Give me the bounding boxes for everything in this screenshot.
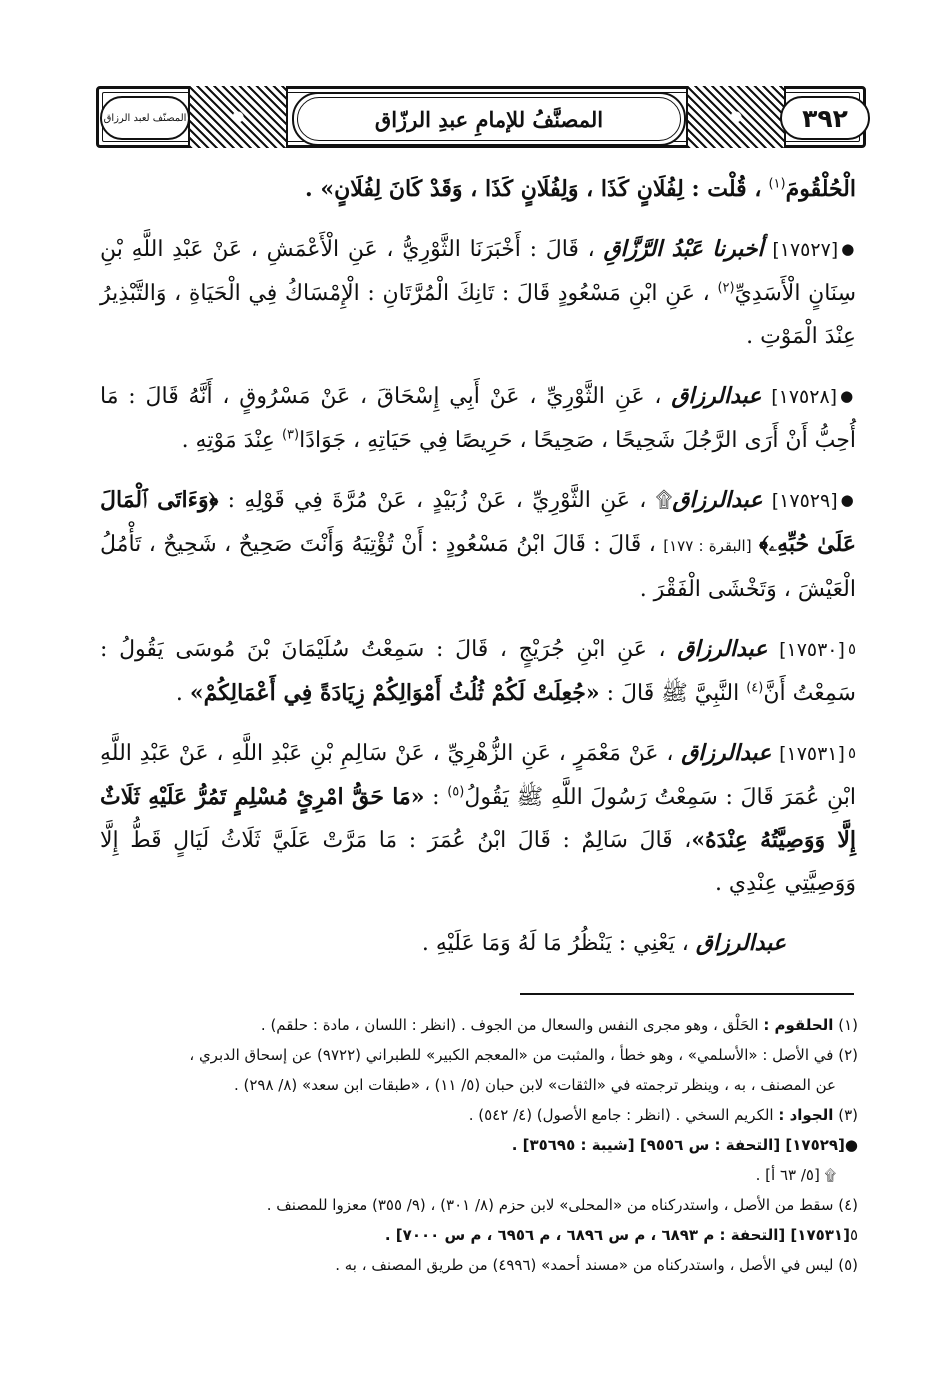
footnote-separator bbox=[520, 993, 854, 995]
intro-line: الْحُلْقُومَ$^{(١)}$ ، قُلْت : لِفُلَانٍ كَذَا ، وَلِفُلَانٍ كَذَا ، وَقَدْ كَانَ لِفُلَانٍ» . bbox=[305, 176, 856, 202]
hadith-number: [١٧٥٣٠] bbox=[779, 639, 845, 661]
footnote-5: (٥) ليس في الأصل ، واستدركناه من «مسند أحمد» (٤٩٩٦) من طريق المصنف ، به . bbox=[335, 1256, 858, 1274]
page-number-plate bbox=[780, 96, 870, 140]
isnad-opener: عبدالرزاق bbox=[681, 740, 772, 766]
hadith-17527: ●[١٧٥٢٧] أخبرنا عَبْدُ الرَّزَّاقِ ، قَالَ : أَخْبَرَنَا الثَّوْرِيُّ ، عَنِ الْأَعْمَشِ ، عَنْ عَبْدِ اللَّهِ بْنِ سِنَانٍ الْأَسَدِيِّ$^{(٢)}$ ، عَنِ ابْنِ مَسْعُودٍ قَالَ : تَانِكَ الْمُرَّتَانِ : الْإِمْسَاكُ فِي الْحَيَاةِ ، وَالتَّبْذِيرُ عِنْدَ الْمَوْتِ . bbox=[100, 236, 857, 349]
hadith-number: [١٧٥٣١] bbox=[779, 743, 845, 765]
header-ornament-left bbox=[188, 86, 288, 148]
closing-comment: عبدالرزاق ، يَعْنِي : يَنْظُرُ مَا لَهُ وَمَا عَلَيْهِ . bbox=[421, 930, 786, 956]
isnad-opener: عبدالرزاق bbox=[677, 636, 768, 662]
header-ornament-right bbox=[686, 86, 786, 148]
footnote-2-continued: عن المصنف ، به ، وينظر ترجمته في «الثقات» لابن حبان (٥/ ١١) ، «طبقات ابن سعد» (٨/ ٢٩٨) . bbox=[233, 1076, 836, 1094]
verse-reference: [البقرة : ١٧٧] bbox=[663, 537, 752, 555]
main-text bbox=[100, 168, 856, 982]
page-header bbox=[96, 86, 866, 148]
isnad-opener: عبدالرزاق bbox=[672, 487, 763, 513]
takhrij-17531: ٥[١٧٥٣١] [التحفة : م ٦٨٩٣ ، م س ٦٨٩٦ ، م ٦٩٥٦ ، م س ٧٠٠٠] . bbox=[384, 1226, 858, 1244]
footnote-1: (١) الحلقوم : الحَلْق ، وهو مجرى النفس والسعال من الجوف . (انظر : اللسان ، مادة : حلقم) . bbox=[260, 1016, 858, 1034]
hadith-marker: ● bbox=[841, 240, 857, 258]
hadith-17530: ٥[١٧٥٣٠] عبدالرزاق ، عَنِ ابْنِ جُرَيْجٍ ، قَالَ : سَمِعْتُ سُلَيْمَانَ بْنَ مُوسَى يَقُولُ : سَمِعْتُ أَنَّ$^{(٤)}$ النَّبِيَّ ﷺ قَالَ : «جُعِلَتْ لَكُمْ ثُلُثُ أَمْوَالِكُمْ زِيَادَةً فِي أَعْمَالِكُمْ» . bbox=[100, 636, 856, 706]
hadith-marker: ● bbox=[840, 491, 856, 509]
page-break-symbol: ۩ bbox=[655, 488, 673, 513]
hadith-quote: «مَا حَقُّ امْرِئٍ مُسْلِمٍ تَمُرُّ عَلَيْهِ ثَلَاثٌ إِلَّا وَوَصِيَّتُهُ عِنْدَهُ» bbox=[100, 784, 856, 853]
isnad-opener: عبدالرزاق bbox=[695, 930, 786, 956]
publisher-seal-text: المصنّف لعبد الرزاق bbox=[103, 112, 187, 124]
hadith-17531: ٥[١٧٥٣١] عبدالرزاق ، عَنْ مَعْمَرٍ ، عَنِ الزُّهْرِيِّ ، عَنْ سَالِمِ بْنِ عَبْدِ اللَّهِ ، عَنْ عَبْدِ اللَّهِ ابْنِ عُمَرَ قَالَ : سَمِعْتُ رَسُولَ اللَّهِ ﷺ يَقُولُ$^{(٥)}$ : «مَا حَقُّ امْرِئٍ مُسْلِمٍ تَمُرُّ عَلَيْهِ ثَلَاثٌ إِلَّا وَوَصِيَّتُهُ عِنْدَهُ»، قَالَ سَالِمٌ : قَالَ ابْنُ عُمَرَ : مَا مَرَّتْ عَلَيَّ ثَلَاثُ لَيَالٍ قَطُّ إِلَّا وَوَصِيَّتِي عِنْدِي . bbox=[100, 740, 857, 896]
footnote-ref-4: (٤) bbox=[746, 680, 764, 696]
isnad-opener: عبدالرزاق bbox=[671, 383, 762, 409]
hadith-quote: «جُعِلَتْ لَكُمْ ثُلُثُ أَمْوَالِكُمْ زِيَادَةً فِي أَعْمَالِكُمْ» bbox=[189, 680, 600, 706]
footnote-3: (٣) الجواد : الكريم السخي . (انظر : جامع الأصول) (٤/ ٥٤٢) . bbox=[468, 1106, 858, 1124]
hadith-number: [١٧٥٢٨] bbox=[771, 386, 838, 408]
hadith-17528: ●[١٧٥٢٨] عبدالرزاق ، عَنِ الثَّوْرِيِّ ، عَنْ أَبِي إِسْحَاقَ ، عَنْ مَسْرُوقٍ ، أَنَّهُ قَالَ : مَا أُحِبُّ أَنْ أَرَى الرَّجُلَ شَحِيحًا ، صَحِيحًا ، حَرِيصًا فِي حَيَاتِهِ ، جَوَادًا$^{(٣)}$ عِنْدَ مَوْتِهِ . bbox=[100, 383, 856, 453]
hadith-number: [١٧٥٢٩] bbox=[771, 490, 838, 512]
footnotes bbox=[118, 1010, 858, 1280]
isnad-opener: أخبرنا عَبْدُ الرَّزَّاقِ bbox=[603, 236, 764, 262]
book-title-box bbox=[292, 92, 686, 146]
footnote-ref-5: (٥) bbox=[447, 784, 465, 800]
takhrij-17529: ●[١٧٥٢٩] [التحفة : س ٩٥٥٦] [شيبة : ٣٥٦٩٥] . bbox=[511, 1136, 858, 1154]
manuscript-folio-note: ۩ [٥/ ٦٣ أ] . bbox=[755, 1166, 836, 1184]
page-number: ٣٩٢ bbox=[802, 103, 848, 133]
hadith-marker: ٥ bbox=[847, 744, 856, 762]
footnote-ref-1: (١) bbox=[768, 176, 786, 192]
hadith-marker: ٥ bbox=[847, 640, 856, 658]
footnote-4: (٤) سقط من الأصل ، واستدركناه من «المحلى» لابن حزم (٨/ ٣٠١) ، (٩/ ٣٥٥) معزوا للمصنف . bbox=[266, 1196, 858, 1214]
book-title: المصنَّفُ للإمامِ عبدِ الرزّاق bbox=[374, 106, 604, 132]
publisher-seal bbox=[100, 96, 190, 140]
footnote-ref-2: (٢) bbox=[717, 280, 735, 296]
quran-verse: ﴿وَءَاتَى ٱلْمَالَ عَلَىٰ حُبِّهِۦ﴾ bbox=[100, 487, 856, 557]
footnote-ref-3: (٣) bbox=[281, 427, 300, 443]
hadith-marker: ● bbox=[840, 387, 856, 405]
hadith-17529: ●[١٧٥٢٩] عبدالرزاق۩ ، عَنِ الثَّوْرِيِّ ، عَنْ زُبَيْدٍ ، عَنْ مُرَّةَ فِي قَوْلِهِ : ﴿وَءَاتَى ٱلْمَالَ عَلَىٰ حُبِّهِۦ﴾ [البقرة : ١٧٧] ، قَالَ : قَالَ ابْنُ مَسْعُودٍ : أَنْ تُؤْتِيَهُ وَأَنْتَ صَحِيحٌ ، شَحِيحٌ ، تَأْمُلُ الْعَيْشَ ، وَتَخْشَى الْفَقْرَ . bbox=[100, 487, 856, 602]
hadith-number: [١٧٥٢٧] bbox=[772, 239, 839, 261]
footnote-2: (٢) في الأصل : «الأسلمي» ، وهو خطأ ، والمثبت من «المعجم الكبير» للطبراني (٩٧٢٢) عن إسحاق الدبري ، bbox=[189, 1046, 858, 1064]
